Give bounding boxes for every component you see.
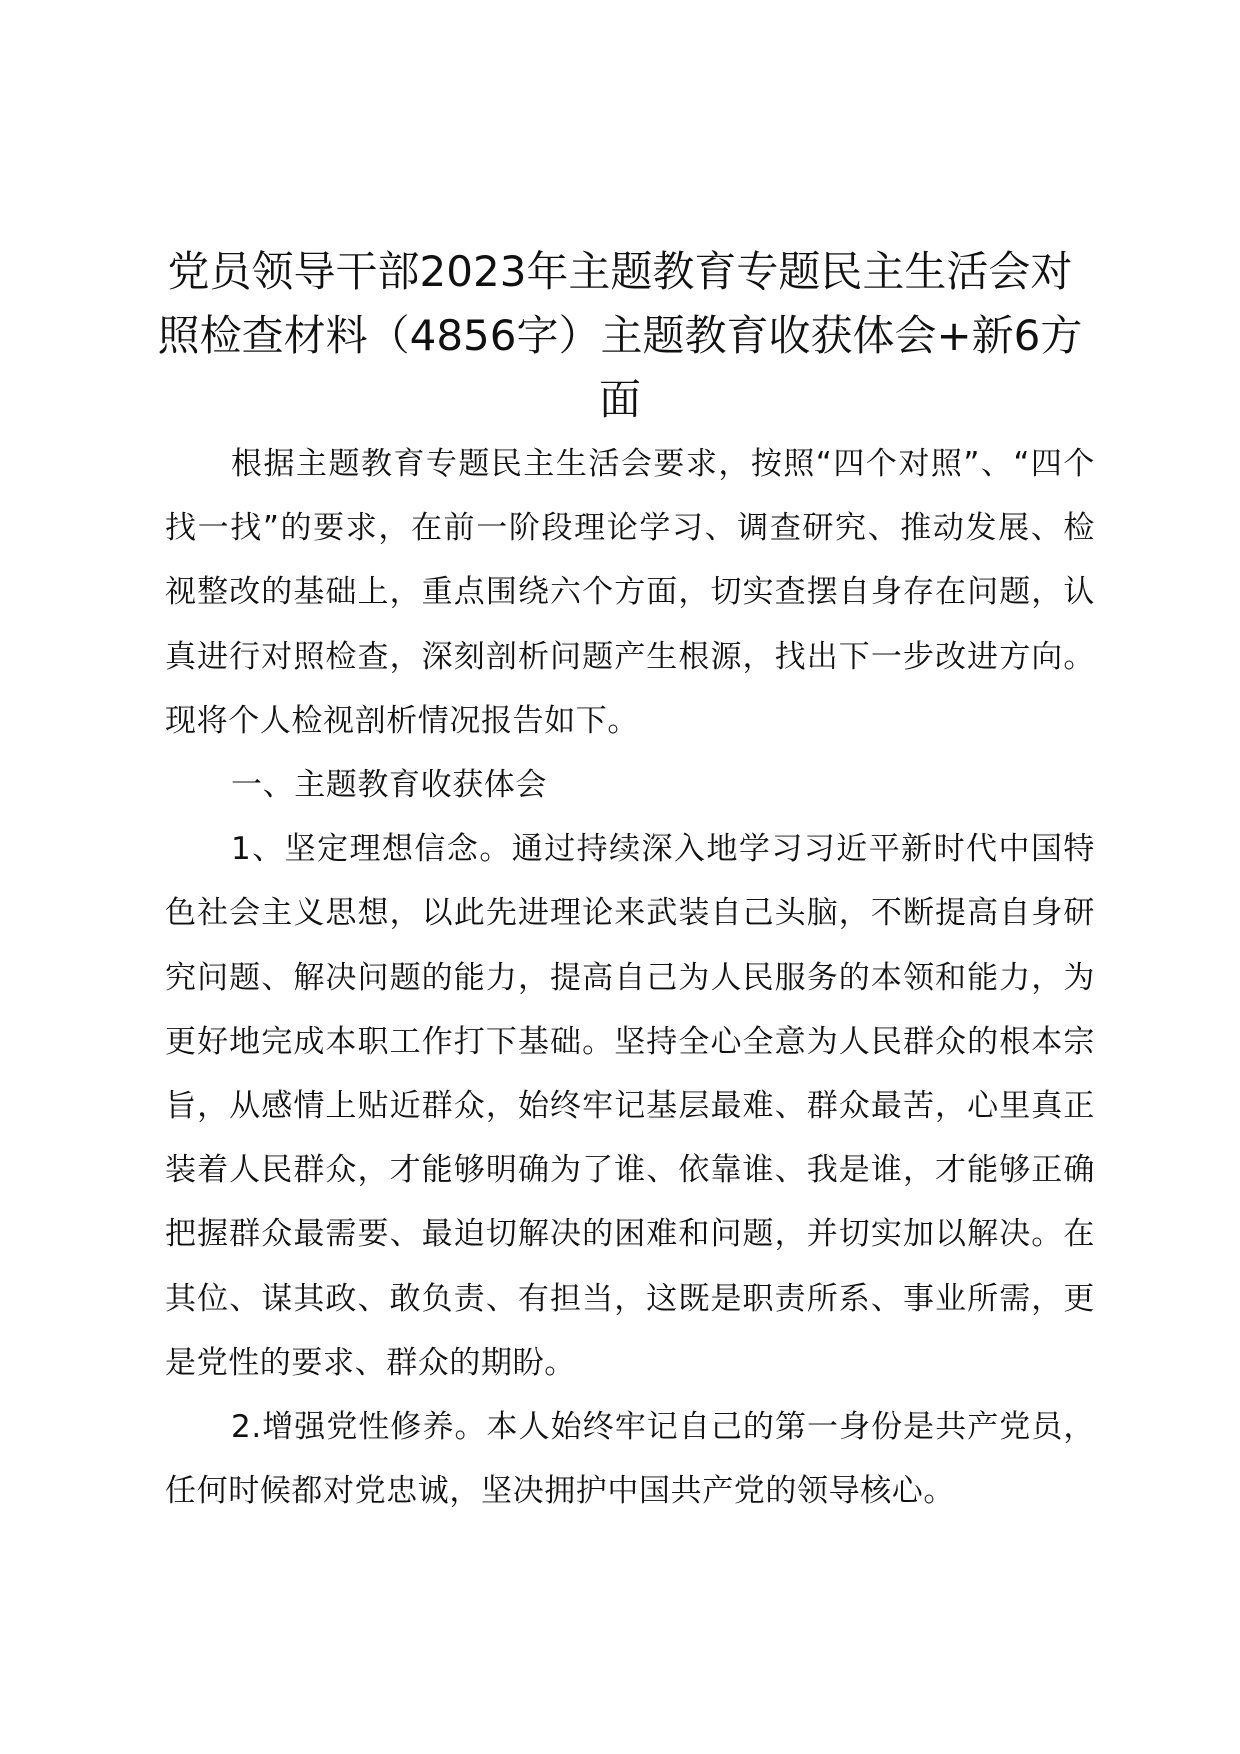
document-body [165,432,1095,1523]
paragraph-ideals-belief: 1、坚定理想信念。通过持续深入地学习习近平新时代中国特色社会主义思想，以此先进理论来武装自己头脑，不断提高自身研究问题、解决问题的能力，提高自己为人民服务的本领和能力，为更好地完成本职工作打下基础。坚持全心全意为人民群众的根本宗旨，从感情上贴近群众，始终牢记基层最难、群众最苦，心里真正装着人民群众，才能够明确为了谁、依靠谁、我是谁，才能够正确把握群众最需要、最迫切解决的困难和问题，并切实加以解决。在其位、谋其政、敢负责、有担当，这既是职责所系、事业所需，更是党性的要求、群众的期盼。 [165,831,1095,1381]
paragraph-party-spirit: 2.增强党性修养。本人始终牢记自己的第一身份是共产党员，任何时候都对党忠诚，坚决拥护中国共产党的领导核心。 [165,1409,1095,1510]
section-heading-harvest: 一、主题教育收获体会 [231,767,547,804]
paragraph-intro: 根据主题教育专题民主生活会要求，按照“四个对照”、“四个找一找”的要求，在前一阶段理论学习、调查研究、推动发展、检视整改的基础上，重点围绕六个方面，切实查摆自身存在问题，认真进行对照检查，深刻剖析问题产生根源，找出下一步改进方向。现将个人检视剖析情况报告如下。 [165,446,1095,739]
document-title: 党员领导干部2023年主题教育专题民主生活会对照检查材料（4856字）主题教育收获体会+新6方面 [157,247,1083,424]
